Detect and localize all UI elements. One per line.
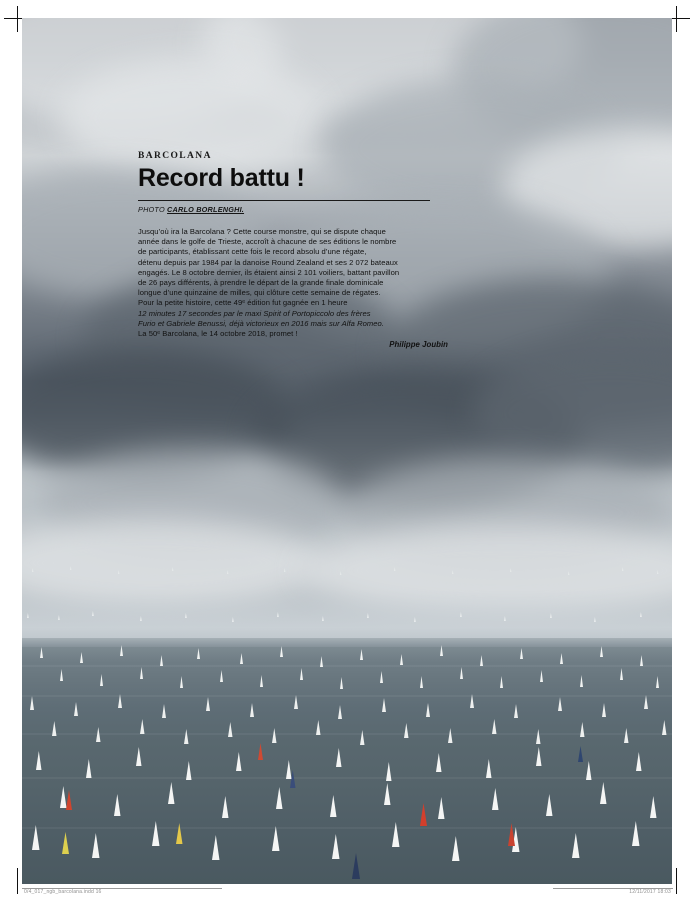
body-line-italic: Furio et Gabriele Benussi, déjà victorieux en 2016 mais sur Alfa Romeo.	[138, 318, 384, 328]
article-text-block	[138, 151, 448, 350]
article-body	[138, 227, 448, 350]
article-byline: Philippe Joubin	[389, 340, 448, 350]
photo-credit	[138, 205, 448, 214]
body-line-italic: 12 minutes 17 secondes par le maxi Spirit of Portopiccolo des frères	[138, 308, 371, 318]
body-line: Pour la petite histoire, cette 49ᵉ édition fut gagnée en 1 heure	[138, 298, 348, 308]
body-line: longue d’une quinzaine de milles, qui clôture cette semaine de régates.	[138, 288, 381, 298]
title-divider	[138, 200, 430, 201]
crop-mark-top-right-v	[676, 6, 677, 32]
footer-slug-left: 0/4_017_ngb_barcolana.indd 16	[24, 889, 102, 895]
body-line: détenu depuis par 1984 par la danoise Round Zealand et ses 2 072 bateaux	[138, 257, 398, 267]
body-line: La 50ᵉ Barcolana, le 14 octobre 2018, promet !	[138, 329, 298, 339]
crop-mark-bottom-left-v	[17, 868, 18, 894]
article-kicker: BARCOLANA	[138, 151, 212, 161]
sailboat-fleet	[22, 18, 672, 884]
body-line: de 26 pays différents, à prendre le départ de la grande finale dominicale	[138, 278, 384, 288]
crop-mark-bottom-right-v	[676, 868, 677, 894]
photo-credit-name: CARLO BORLENGHI.	[167, 205, 245, 214]
footer-slug-right: 12/11/2017 18:03	[629, 889, 671, 895]
crop-mark-top-left-v	[17, 6, 18, 32]
body-line: de participants, établissant cette fois le record absolu d’une régate,	[138, 247, 367, 257]
page-title: Record battu !	[138, 164, 305, 192]
body-line: engagés. Le 8 octobre dernier, ils étaient ainsi 2 101 voiliers, battant pavillon	[138, 267, 400, 277]
article-photo	[22, 18, 672, 884]
body-line: Jusqu’où ira la Barcolana ? Cette course monstre, qui se dispute chaque	[138, 227, 386, 236]
photo-credit-label: PHOTO	[138, 205, 168, 214]
body-line: année dans le golfe de Trieste, accroît à chacune de ses éditions le nombre	[138, 237, 397, 247]
